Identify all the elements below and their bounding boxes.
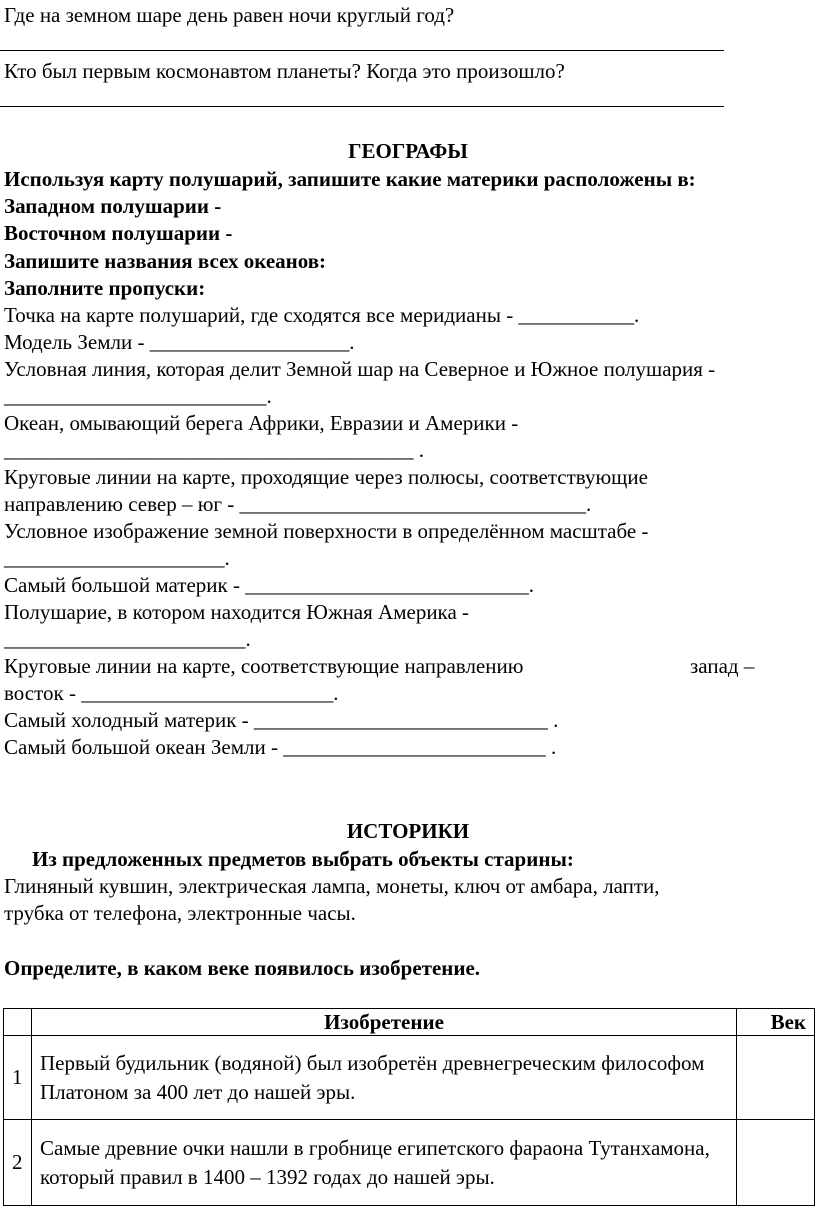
fill-line-13: _______________________. [4, 627, 251, 651]
task-old-objects: Из предложенных предметов выбрать объекты старины: [32, 847, 574, 871]
row-number: 2 [4, 1120, 32, 1206]
table-row [4, 1036, 815, 1120]
row-age-answer-cell[interactable] [737, 1120, 815, 1206]
fill-line-15: восток - ________________________. [4, 681, 339, 705]
fill-line-14-end: запад – [690, 654, 755, 678]
question-equal-day-night: Где на земном шаре день равен ночи круглый год? [4, 3, 455, 27]
fill-line-17: Самый большой океан Земли - _________________________ . [4, 735, 557, 759]
task-hemispheres: Используя карту полушарий, запишите какие материки расположены в: [4, 167, 696, 191]
task-invention-century: Определите, в каком веке появилось изобретение. [4, 956, 481, 980]
section-heading-historians: ИСТОРИКИ [346, 819, 470, 843]
western-hemisphere-label: Западном полушарии - [4, 194, 222, 218]
row-invention-text: Первый будильник (водяной) был изобретён древнегреческим философом Платоном за 400 лет до нашей эры. [32, 1036, 737, 1120]
fill-line-14: Круговые линии на карте, соответствующие направлению [4, 654, 524, 678]
fill-line-6: _______________________________________ . [4, 438, 424, 462]
fill-line-8: направлению север – юг - _________________________________. [4, 492, 592, 516]
row-age-answer-cell[interactable] [737, 1036, 815, 1120]
table-header-row [4, 1009, 815, 1036]
inventions-table [3, 1008, 815, 1206]
fill-line-7: Круговые линии на карте, проходящие через полюсы, соответствующие [4, 465, 648, 489]
answer-line [0, 106, 724, 107]
answer-line [0, 50, 724, 51]
objects-list-line-1: Глиняный кувшин, электрическая лампа, монеты, ключ от амбара, лапти, [4, 874, 660, 898]
fill-line-9: Условное изображение земной поверхности в определённом масштабе - [4, 519, 649, 543]
header-age: Век [737, 1009, 815, 1036]
header-invention: Изобретение [32, 1009, 737, 1036]
eastern-hemisphere-label: Восточном полушарии - [4, 221, 233, 245]
header-number-cell [4, 1009, 32, 1036]
fill-line-2: Модель Земли - ___________________. [4, 330, 355, 354]
fill-line-3: Условная линия, которая делит Земной шар на Северное и Южное полушария - [4, 357, 716, 381]
fill-line-11: Самый большой материк - ___________________________. [4, 573, 534, 597]
section-heading-geographers: ГЕОГРАФЫ [348, 139, 468, 163]
task-oceans: Запишите названия всех океанов: [4, 249, 327, 273]
row-invention-text: Самые древние очки нашли в гробнице египетского фараона Тутанхамона, который правил в 1400 – 1392 годах до нашей эры. [32, 1120, 737, 1206]
fill-line-12: Полушарие, в котором находится Южная Америка - [4, 600, 470, 624]
fill-line-10: _____________________. [4, 546, 230, 570]
objects-list-line-2: трубка от телефона, электронные часы. [4, 901, 356, 925]
fill-line-5: Океан, омывающий берега Африки, Евразии и Америки - [4, 411, 519, 435]
row-number: 1 [4, 1036, 32, 1120]
question-first-cosmonaut: Кто был первым космонавтом планеты? Когда это произошло? [4, 59, 565, 83]
task-fill-gaps: Заполните пропуски: [4, 276, 206, 300]
fill-line-16: Самый холодный материк - ____________________________ . [4, 708, 559, 732]
fill-line-4: _________________________. [4, 384, 272, 408]
table-row [4, 1120, 815, 1206]
fill-line-1: Точка на карте полушарий, где сходятся все меридианы - ___________. [4, 303, 640, 327]
